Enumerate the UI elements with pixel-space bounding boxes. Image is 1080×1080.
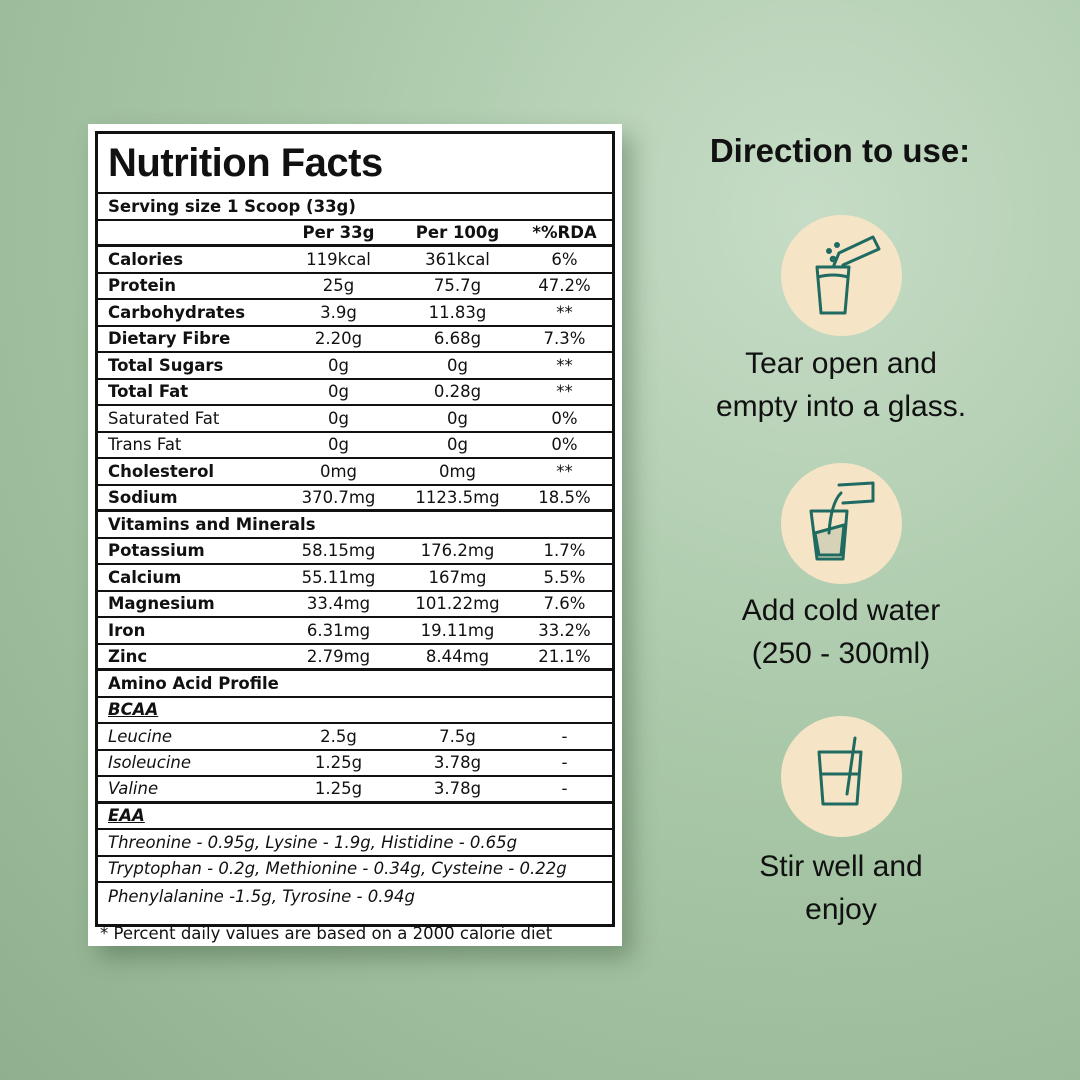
nutrition-card — [88, 124, 622, 946]
step-1-text: Tear open and empty into a glass. — [715, 347, 967, 423]
step-3-text: Stir well and enjoy — [759, 850, 923, 926]
row-value: 3.78g — [433, 779, 482, 799]
row-value: 361kcal — [425, 249, 490, 269]
row-value: 0g — [328, 435, 349, 455]
row-value: 8.44mg — [425, 646, 490, 666]
row-label: Iron — [108, 620, 146, 640]
step-2-text: Add cold water (250 - 300ml) — [741, 594, 941, 670]
row-label: Total Fat — [108, 382, 189, 402]
table-row — [98, 327, 612, 354]
table-row — [98, 406, 612, 433]
row-value: ** — [556, 355, 573, 375]
row-label: Valine — [108, 779, 159, 799]
row-value: 3.78g — [433, 753, 482, 773]
amino-title: Amino Acid Profile — [98, 671, 612, 698]
nutrition-table — [95, 131, 615, 927]
row-value: 0g — [328, 408, 349, 428]
table-row — [98, 300, 612, 327]
nutrition-title: Nutrition Facts — [98, 134, 612, 194]
table-row — [98, 380, 612, 407]
glass-straw-icon — [781, 716, 902, 837]
row-label: Calories — [108, 249, 184, 269]
row-value: 58.15mg — [301, 541, 376, 561]
row-value: 2.5g — [320, 726, 357, 746]
row-value: - — [561, 753, 568, 773]
row-value: 7.6% — [543, 594, 586, 614]
row-value: 2.79mg — [306, 646, 371, 666]
row-value: ** — [556, 382, 573, 402]
row-label: Carbohydrates — [108, 302, 246, 322]
row-value: 0mg — [438, 461, 477, 481]
row-value: - — [561, 726, 568, 746]
row-value: 55.11mg — [301, 567, 376, 587]
row-value: 0g — [447, 435, 468, 455]
vitamin-rows — [98, 539, 612, 672]
row-value: 47.2% — [538, 276, 591, 296]
row-value: 1123.5mg — [415, 487, 500, 507]
row-label: Magnesium — [108, 594, 215, 614]
row-value: 33.2% — [538, 620, 591, 640]
row-value: 0g — [328, 355, 349, 375]
row-value: 7.3% — [543, 329, 586, 349]
table-row — [98, 274, 612, 301]
table-row — [98, 247, 612, 274]
row-value: 167mg — [428, 567, 487, 587]
pour-sachet-icon — [781, 215, 902, 336]
row-value: 6% — [551, 249, 578, 269]
row-value: 0% — [551, 408, 578, 428]
row-value: 1.25g — [314, 779, 363, 799]
row-value: 19.11mg — [420, 620, 495, 640]
row-value: 0mg — [319, 461, 358, 481]
table-row — [98, 618, 612, 645]
row-label: Saturated Fat — [108, 408, 220, 428]
row-value: 0% — [551, 435, 578, 455]
table-row — [98, 353, 612, 380]
row-value: 2.20g — [314, 329, 363, 349]
row-value: 75.7g — [433, 276, 482, 296]
eaa-line: Threonine - 0.95g, Lysine - 1.9g, Histidine - 0.65g — [98, 830, 612, 857]
row-label: Leucine — [108, 726, 173, 746]
table-row — [98, 592, 612, 619]
table-row — [98, 724, 612, 751]
table-row — [98, 751, 612, 778]
table-row — [98, 777, 612, 804]
footnote: * Percent daily values are based on a 2000 calorie diet — [100, 924, 553, 943]
row-label: Total Sugars — [108, 355, 224, 375]
row-value: 3.9g — [320, 302, 357, 322]
table-row — [98, 539, 612, 566]
row-value: 6.68g — [433, 329, 482, 349]
table-row — [98, 486, 612, 513]
row-label: Potassium — [108, 541, 205, 561]
nutrient-rows — [98, 247, 612, 512]
row-label: Sodium — [108, 487, 178, 507]
row-value: 21.1% — [538, 646, 591, 666]
row-value: 370.7mg — [301, 487, 376, 507]
row-label: Zinc — [108, 646, 148, 666]
row-value: 0.28g — [433, 382, 482, 402]
eaa-rows — [98, 830, 612, 910]
table-header: Per 33g Per 100g *%RDA — [98, 221, 612, 248]
eaa-line: Tryptophan - 0.2g, Methionine - 0.34g, Cysteine - 0.22g — [98, 857, 612, 884]
row-label: Calcium — [108, 567, 182, 587]
bcaa-title: BCAA — [98, 698, 612, 725]
table-row — [98, 433, 612, 460]
vitamins-title: Vitamins and Minerals — [98, 512, 612, 539]
row-value: 18.5% — [538, 487, 591, 507]
row-value: 7.5g — [439, 726, 476, 746]
row-value: 1.25g — [314, 753, 363, 773]
row-value: 0g — [328, 382, 349, 402]
row-value: - — [561, 779, 568, 799]
table-row — [98, 459, 612, 486]
directions-title: Direction to use: — [709, 132, 971, 169]
bcaa-rows — [98, 724, 612, 804]
pour-water-icon — [781, 463, 902, 584]
row-value: 11.83g — [428, 302, 487, 322]
row-value: ** — [556, 302, 573, 322]
row-value: ** — [556, 461, 573, 481]
row-label: Dietary Fibre — [108, 329, 231, 349]
row-value: 176.2mg — [420, 541, 495, 561]
row-label: Isoleucine — [108, 753, 192, 773]
row-value: 101.22mg — [415, 594, 500, 614]
row-value: 0g — [447, 408, 468, 428]
eaa-line: Phenylalanine -1.5g, Tyrosine - 0.94g — [108, 886, 415, 906]
serving-size: Serving size 1 Scoop (33g) — [98, 194, 612, 221]
row-label: Protein — [108, 276, 177, 296]
row-value: 33.4mg — [306, 594, 371, 614]
row-value: 5.5% — [543, 567, 586, 587]
table-row — [98, 565, 612, 592]
row-value: 25g — [322, 276, 355, 296]
row-value: 6.31mg — [306, 620, 371, 640]
table-row — [98, 645, 612, 672]
row-label: Cholesterol — [108, 461, 215, 481]
eaa-title: EAA — [98, 804, 612, 831]
row-value: 119kcal — [306, 249, 371, 269]
row-value: 1.7% — [543, 541, 586, 561]
row-value: 0g — [447, 355, 468, 375]
row-label: Trans Fat — [108, 435, 182, 455]
